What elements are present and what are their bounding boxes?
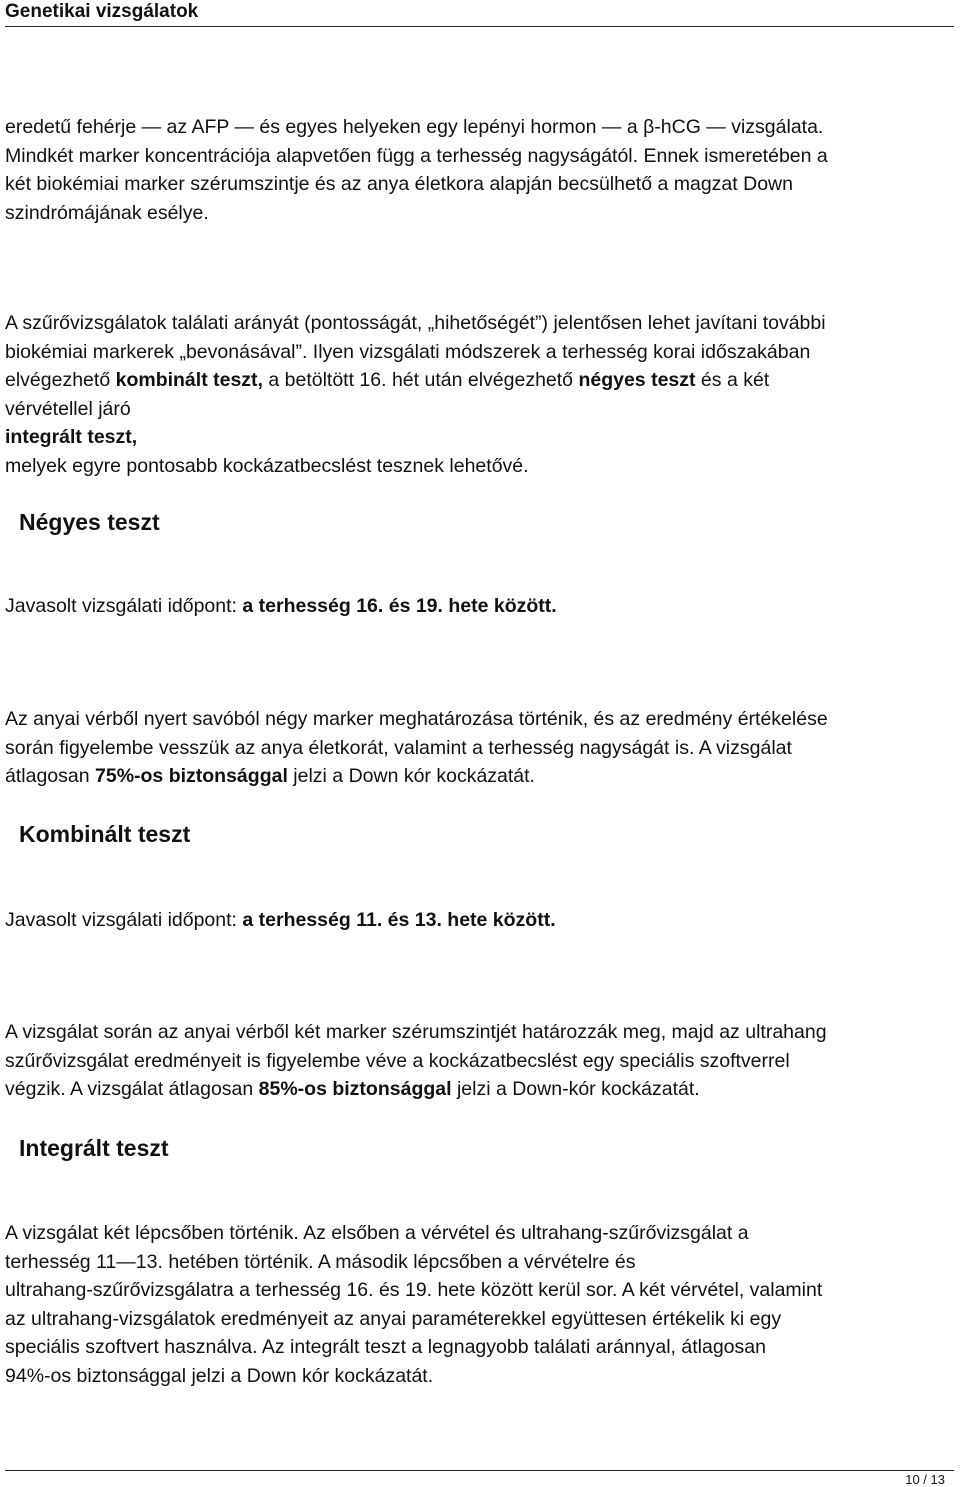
text-line: vérvétellel járó — [5, 397, 131, 420]
section-heading-negyes: Négyes teszt — [19, 509, 160, 535]
text-run: elvégezhető — [5, 369, 116, 391]
header-title: Genetikai vizsgálatok — [5, 1, 199, 22]
bold-term: 75%-os biztonsággal — [95, 765, 288, 787]
text-line — [5, 592, 957, 621]
text-run: jelzi a Down-kór kockázatát. — [451, 1078, 700, 1100]
page-header — [5, 0, 954, 27]
text-line: melyek egyre pontosabb kockázatbecslést tesznek lehetővé. — [5, 454, 529, 477]
text-line: Az anyai vérből nyert savóból négy marker meghatározása történik, és az eredmény értékelése — [5, 708, 828, 730]
text-line: 94%-os biztonsággal jelzi a Down kór kockázatát. — [5, 1364, 434, 1387]
text-line — [5, 366, 957, 395]
text-line: szűrővizsgálat eredményeit is figyelembe véve a kockázatbecslést egy speciális szoftverrel — [5, 1049, 790, 1072]
bold-term: integrált teszt, — [5, 426, 138, 448]
negyes-date — [5, 592, 957, 621]
date-value: a terhesség 11. és 13. hete között. — [242, 909, 556, 931]
text-run: végzik. A vizsgálat átlagosan — [5, 1078, 259, 1100]
text-line — [5, 762, 957, 791]
text-line: terhesség 11—13. hetében történik. A második lépcsőben a vérvételre és — [5, 1250, 636, 1273]
text-line: két biokémiai marker szérumszintje és az anya életkora alapján becsülhető a magzat Down — [5, 173, 793, 195]
text-line: A szűrővizsgálatok találati arányát (pontosságát, „hihetőségét”) jelentősen lehet javítani további — [5, 312, 826, 334]
text-run: jelzi a Down kór kockázatát. — [287, 765, 535, 787]
text-line — [5, 1075, 957, 1104]
bold-term: négyes teszt — [578, 369, 696, 391]
text-run: átlagosan — [5, 765, 95, 787]
kombinalt-paragraph — [5, 1018, 957, 1104]
date-label: Javasolt vizsgálati időpont: — [5, 595, 243, 617]
text-line: A vizsgálat két lépcsőben történik. Az elsőben a vérvétel és ultrahang-szűrővizsgálat a — [5, 1222, 749, 1244]
integralt-paragraph — [5, 1219, 957, 1390]
bold-term: kombinált teszt, — [115, 369, 263, 391]
text-line: A vizsgálat során az anyai vérből két marker szérumszintjét határozzák meg, majd az ultrahang — [5, 1021, 827, 1043]
section-heading-kombinalt: Kombinált teszt — [19, 821, 191, 847]
text-line: eredetű fehérje — az AFP — és egyes helyeken egy lepényi hormon — a β-hCG — vizsgálata. — [5, 116, 824, 138]
kombinalt-date — [5, 906, 957, 935]
text-line: speciális szoftvert használva. Az integrált teszt a legnagyobb találati aránnyal, átlagosan — [5, 1336, 766, 1358]
text-line: az ultrahang-vizsgálatok eredményeit az anyai paraméterekkel együttesen értékelik ki egy — [5, 1307, 782, 1330]
text-line — [5, 906, 957, 935]
date-label: Javasolt vizsgálati időpont: — [5, 909, 243, 931]
footer-divider — [5, 1470, 954, 1471]
screening-paragraph — [5, 309, 957, 480]
text-run: a betöltött 16. hét után elvégezhető — [262, 369, 579, 391]
page-number: 10 / 13 — [905, 1472, 945, 1487]
text-line: szindrómájának esélye. — [5, 201, 209, 224]
bold-term: 85%-os biztonsággal — [258, 1078, 452, 1100]
text-line: során figyelembe vesszük az anya életkorát, valamint a terhesség nagyságát is. A vizsgálat — [5, 736, 792, 759]
text-line: Mindkét marker koncentrációja alapvetően függ a terhesség nagyságától. Ennek ismeretében a — [5, 144, 828, 167]
text-line: ultrahang-szűrővizsgálatra a terhesség 16. és 19. hete között kerül sor. A két vérvétel, valamint — [5, 1279, 823, 1301]
text-run: és a két — [695, 369, 770, 391]
intro-paragraph — [5, 113, 957, 227]
section-heading-integralt: Integrált teszt — [19, 1135, 169, 1161]
date-value: a terhesség 16. és 19. hete között. — [242, 595, 557, 617]
negyes-paragraph — [5, 705, 957, 791]
text-line: biokémiai markerek „bevonásával”. Ilyen vizsgálati módszerek a terhesség korai időszakában — [5, 340, 811, 363]
